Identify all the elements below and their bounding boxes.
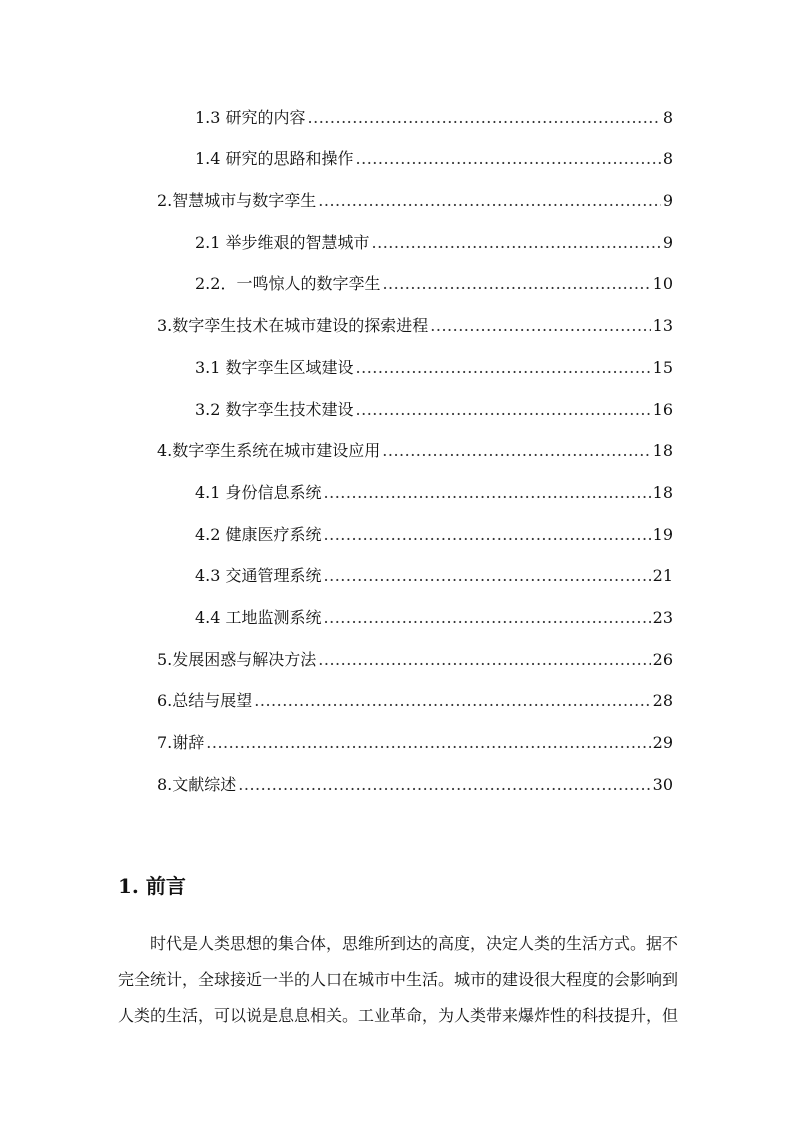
toc-entry-label: 4.数字孪生系统在城市建设应用 <box>157 441 381 460</box>
toc-entry-label: 8.文献综述 <box>157 775 237 794</box>
toc-entry-page: 15 <box>652 358 673 377</box>
toc-entry-label: 3.数字孪生技术在城市建设的探索进程 <box>157 316 429 335</box>
toc-entry-label: 4.2 健康医疗系统 <box>195 525 322 544</box>
toc-entry-page: 9 <box>662 233 673 252</box>
toc-entry-label: 3.1 数字孪生区域建设 <box>195 358 354 377</box>
toc-entry-label: 1.4 研究的思路和操作 <box>195 149 354 168</box>
toc-leader-dots <box>324 564 651 588</box>
toc-entry-page: 21 <box>652 566 673 585</box>
toc-leader-dots <box>382 439 650 463</box>
toc-entry[interactable] <box>157 439 673 463</box>
toc-leader-dots <box>324 606 651 630</box>
toc-leader-dots <box>430 314 650 338</box>
toc-entry-label: 2.2．一鸣惊人的数字孪生 <box>195 274 381 293</box>
paragraph-line: 时代是人类思想的集合体，思维所到达的高度，决定人类的生活方式。据不 <box>150 934 679 953</box>
toc-entry-page: 10 <box>652 274 673 293</box>
toc-leader-dots <box>382 272 650 296</box>
toc-entry[interactable] <box>195 231 673 255</box>
toc-entry-label: 2.智慧城市与数字孪生 <box>157 191 317 210</box>
toc-entry-page: 9 <box>662 191 673 210</box>
toc-entry-label: 2.1 举步维艰的智慧城市 <box>195 233 370 252</box>
toc-entry-label: 1.3 研究的内容 <box>195 108 306 127</box>
toc-entry-label: 5.发展困惑与解决方法 <box>157 650 317 669</box>
toc-entry-label: 3.2 数字孪生技术建设 <box>195 400 354 419</box>
toc-entry[interactable] <box>157 314 673 338</box>
toc-entry-page: 18 <box>652 483 673 502</box>
toc-leader-dots <box>356 147 661 171</box>
toc-entry[interactable] <box>195 147 673 171</box>
toc-entry-page: 8 <box>662 108 673 127</box>
toc-leader-dots <box>254 689 650 713</box>
toc-entry[interactable] <box>195 398 673 422</box>
toc-leader-dots <box>318 189 661 213</box>
toc-entry-page: 23 <box>652 608 673 627</box>
toc-leader-dots <box>318 648 650 672</box>
toc-entry[interactable] <box>195 564 673 588</box>
toc-entry[interactable] <box>157 648 673 672</box>
toc-entry-page: 28 <box>652 691 673 710</box>
paragraph-line: 人类的生活，可以说是息息相关。工业革命，为人类带来爆炸性的科技提升，但 <box>118 1006 679 1025</box>
toc-entry-label: 4.1 身份信息系统 <box>195 483 322 502</box>
toc-leader-dots <box>356 398 651 422</box>
toc-entry-page: 8 <box>662 149 673 168</box>
toc-leader-dots <box>206 731 650 755</box>
toc-entry-label: 6.总结与展望 <box>157 691 253 710</box>
toc-entry[interactable] <box>195 106 673 130</box>
toc-entry-label: 4.3 交通管理系统 <box>195 566 322 585</box>
toc-entry-page: 13 <box>652 316 673 335</box>
toc-entry[interactable] <box>157 189 673 213</box>
body-paragraph <box>118 926 679 1034</box>
toc-entry[interactable] <box>195 481 673 505</box>
toc-entry-page: 18 <box>652 441 673 460</box>
toc-entry[interactable] <box>195 272 673 296</box>
toc-entry[interactable] <box>157 731 673 755</box>
toc-leader-dots <box>324 481 651 505</box>
paragraph-line: 完全统计，全球接近一半的人口在城市中生活。城市的建设很大程度的会影响到 <box>118 970 679 989</box>
toc-entry-label: 4.4 工地监测系统 <box>195 608 322 627</box>
toc-entry-page: 29 <box>652 733 673 752</box>
toc-entry[interactable] <box>157 773 673 797</box>
toc-leader-dots <box>308 106 661 130</box>
toc-leader-dots <box>238 773 650 797</box>
toc-entry[interactable] <box>195 606 673 630</box>
toc-entry-page: 16 <box>652 400 673 419</box>
toc-leader-dots <box>324 523 651 547</box>
toc-leader-dots <box>372 231 661 255</box>
toc-leader-dots <box>356 356 651 380</box>
toc-entry-page: 30 <box>652 775 673 794</box>
toc-entry-page: 26 <box>652 650 673 669</box>
toc-entry[interactable] <box>195 356 673 380</box>
toc-entry-label: 7.谢辞 <box>157 733 205 752</box>
section-heading: 1. 前言 <box>118 874 186 898</box>
toc-entry[interactable] <box>195 523 673 547</box>
toc-entry-page: 19 <box>652 525 673 544</box>
toc-entry[interactable] <box>157 689 673 713</box>
